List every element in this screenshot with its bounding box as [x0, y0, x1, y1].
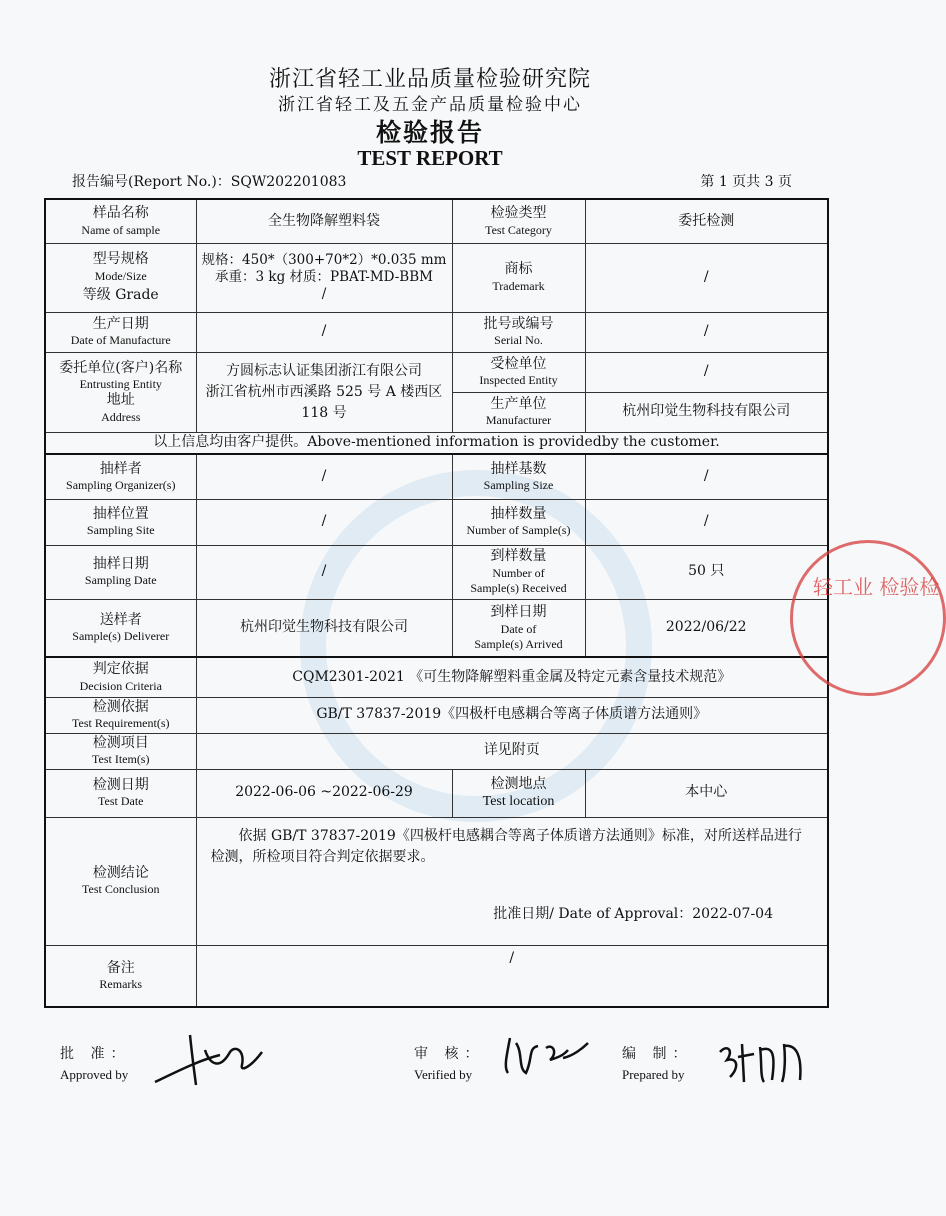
table-row: [45, 697, 828, 733]
verifier-signature: [498, 1028, 593, 1078]
received-label: 到样数量 Number of Sample(s) Received: [452, 545, 585, 599]
manufacture-date-value: /: [196, 312, 452, 352]
model-label: 型号规格 Mode/Size 等级 Grade: [45, 243, 196, 312]
table-row: [45, 657, 828, 697]
sampling-date-value: /: [196, 545, 452, 599]
table-row: [45, 545, 828, 599]
verified-by: 审 核： Verified by: [414, 1046, 485, 1082]
prepared-by: 编 制： Prepared by: [622, 1046, 693, 1082]
table-row: [45, 769, 828, 817]
name-label: 样品名称 Name of sample: [45, 199, 196, 243]
category-label: 检验类型 Test Category: [452, 199, 585, 243]
serial-value: /: [585, 312, 828, 352]
client-label: 委托单位(客户)名称 Entrusting Entity 地址 Address: [45, 352, 196, 432]
sampling-site-label: 抽样位置 Sampling Site: [45, 499, 196, 545]
approver-signature: [150, 1030, 270, 1090]
preparer-signature: [712, 1032, 812, 1087]
report-table: [44, 198, 829, 1008]
report-title-zh: 检验报告: [375, 118, 484, 147]
inspected-entity-label: 受检单位 Inspected Entity: [452, 352, 585, 392]
test-location-label: 检测地点 Test location: [452, 769, 585, 817]
center-name: 浙江省轻工及五金产品质量检验中心: [278, 95, 582, 115]
table-row: [45, 599, 828, 657]
official-seal-stamp: 轻工业 检验检: [790, 540, 946, 696]
sampling-size-value: /: [585, 454, 828, 499]
inspected-entity-value: /: [585, 352, 828, 392]
page-info: 第 1 页共 3 页: [700, 174, 792, 190]
table-row: [45, 312, 828, 352]
approved-by: 批 准： Approved by: [60, 1046, 131, 1082]
conclusion-value: [196, 817, 828, 945]
sample-number-value: /: [585, 499, 828, 545]
table-row: [45, 432, 828, 454]
manufacture-date-label: 生产日期 Date of Manufacture: [45, 312, 196, 352]
requirement-value: GB/T 37837-2019《四极杆电感耦合等离子体质谱方法通则》: [196, 697, 828, 733]
sampling-date-label: 抽样日期 Sampling Date: [45, 545, 196, 599]
requirement-label: 检测依据 Test Requirement(s): [45, 697, 196, 733]
table-row: [45, 199, 828, 243]
remarks-label: 备注 Remarks: [45, 945, 196, 1007]
deliverer-label: 送样者 Sample(s) Deliverer: [45, 599, 196, 657]
institute-name: 浙江省轻工业品质量检验研究院: [268, 67, 591, 92]
report-title-en: TEST REPORT: [357, 146, 503, 170]
table-row: [45, 352, 828, 392]
trademark-label: 商标 Trademark: [452, 243, 585, 312]
table-row: [45, 817, 828, 945]
arrived-label: 到样日期 Date of Sample(s) Arrived: [452, 599, 585, 657]
criteria-label: 判定依据 Decision Criteria: [45, 657, 196, 697]
name-value: 全生物降解塑料袋: [196, 199, 452, 243]
serial-label: 批号或编号 Serial No.: [452, 312, 585, 352]
model-value: 规格：450*（300+70*2）*0.035 mm 承重：3 kg 材质：PBAT-MD-BBM /: [196, 243, 452, 312]
table-row: [45, 945, 828, 1007]
sampling-size-label: 抽样基数 Sampling Size: [452, 454, 585, 499]
report-number: 报告编号(Report No.)：SQW202201083: [72, 174, 347, 190]
sampling-site-value: /: [196, 499, 452, 545]
category-value: 委托检测: [585, 199, 828, 243]
approval-date: 批准日期/ Date of Approval：2022-07-04: [493, 905, 773, 922]
manufacturer-value: 杭州印觉生物科技有限公司: [585, 392, 828, 432]
test-item-value: 详见附页: [196, 733, 828, 769]
criteria-value: CQM2301-2021 《可生物降解塑料重金属及特定元素含量技术规范》: [196, 657, 828, 697]
customer-provided-note: 以上信息均由客户提供。Above-mentioned information is providedby the customer.: [45, 432, 828, 454]
sample-number-label: 抽样数量 Number of Sample(s): [452, 499, 585, 545]
arrived-value: 2022/06/22: [585, 599, 828, 657]
test-location-value: 本中心: [585, 769, 828, 817]
deliverer-value: 杭州印觉生物科技有限公司: [196, 599, 452, 657]
received-value: 50 只: [585, 545, 828, 599]
manufacturer-label: 生产单位 Manufacturer: [452, 392, 585, 432]
table-row: [45, 454, 828, 499]
client-value: 方圆标志认证集团浙江有限公司 浙江省杭州市西溪路 525 号 A 楼西区 118 号: [196, 352, 452, 432]
conclusion-label: 检测结论 Test Conclusion: [45, 817, 196, 945]
table-row: [45, 243, 828, 312]
conclusion-text: 依据 GB/T 37837-2019《四极杆电感耦合等离子体质谱方法通则》标准，对所送样品进行检测，所检项目符合判定依据要求。: [210, 827, 802, 865]
trademark-value: /: [585, 243, 828, 312]
sampling-organizer-label: 抽样者 Sampling Organizer(s): [45, 454, 196, 499]
test-item-label: 检测项目 Test Item(s): [45, 733, 196, 769]
sampling-organizer-value: /: [196, 454, 452, 499]
remarks-value: /: [196, 945, 828, 1007]
table-row: [45, 499, 828, 545]
test-date-label: 检测日期 Test Date: [45, 769, 196, 817]
test-date-value: 2022-06-06 ~2022-06-29: [196, 769, 452, 817]
table-row: [45, 733, 828, 769]
